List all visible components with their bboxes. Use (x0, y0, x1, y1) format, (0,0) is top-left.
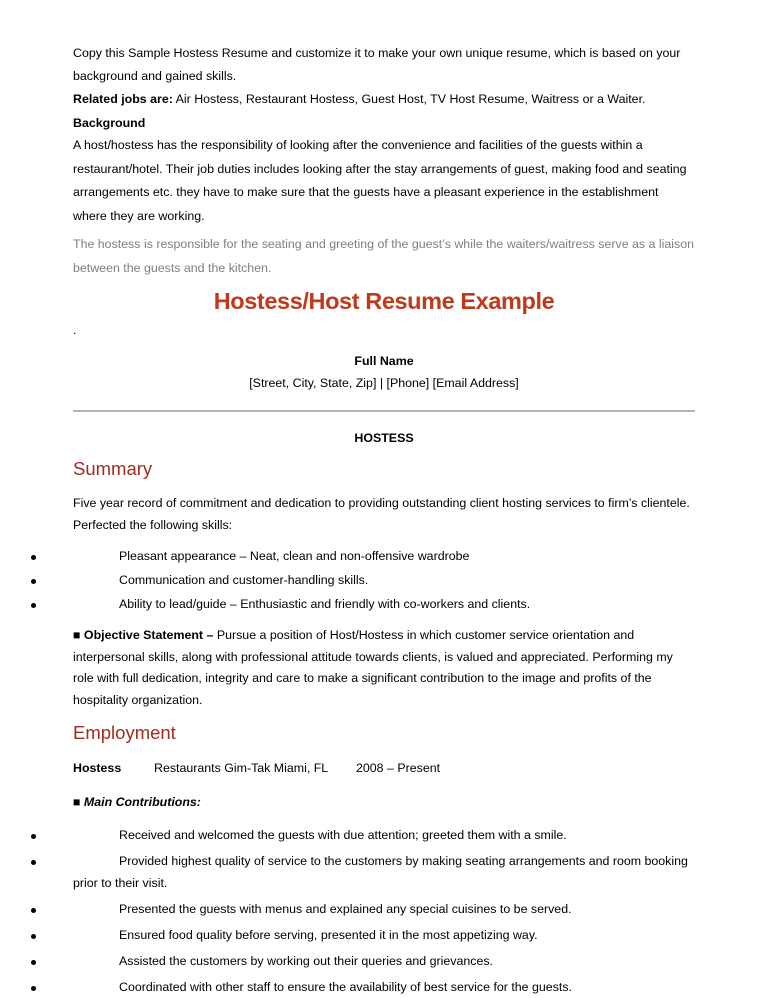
list-item (73, 593, 695, 615)
list-item (73, 850, 695, 894)
list-item (73, 950, 695, 972)
bullet-icon (31, 834, 36, 839)
objective-label: ■ Objective Statement – (73, 628, 214, 642)
contribution-text: Received and welcomed the guests with due attention; greeted them with a smile. (119, 828, 567, 842)
related-jobs-label: Related jobs are: (73, 92, 173, 106)
bullet-icon (31, 960, 36, 965)
contribution-text: Presented the guests with menus and explained any special cuisines to be served. (119, 902, 572, 916)
background-note: The hostess is responsible for the seating and greeting of the guest’s while the waiters/waitress serve as a liaison between the guests and the kitchen. (73, 237, 695, 275)
bullet-icon (31, 579, 36, 584)
background-heading: Background (73, 116, 146, 130)
horizontal-rule (73, 410, 695, 412)
bullet-icon (31, 603, 36, 608)
contribution-text: Coordinated with other staff to ensure the availability of best service for the guests. (119, 980, 572, 994)
contribution-text: Ensured food quality before serving, presented it in the most appetizing way. (119, 928, 538, 942)
contribution-text: Provided highest quality of service to the customers by making seating arrangements and room booking prior to their visit. (73, 854, 688, 890)
job-dates: 2008 – Present (356, 761, 441, 775)
list-item (73, 924, 695, 946)
summary-text: Five year record of commitment and dedication to providing outstanding client hosting services to firm’s clientele. Perfected the following skills: (73, 496, 690, 532)
list-item (73, 824, 695, 846)
bullet-icon (31, 555, 36, 560)
job-heading: HOSTESS (354, 431, 414, 445)
skills-list (73, 545, 695, 615)
bullet-icon (31, 934, 36, 939)
employment-entry (73, 757, 695, 779)
bullet-icon (31, 860, 36, 865)
resume-page (73, 42, 695, 998)
list-item (73, 976, 695, 998)
contact-address: [Street, City, State, Zip] | [Phone] [Email Address] (249, 376, 519, 390)
full-name: Full Name (354, 354, 414, 368)
skill-text: Ability to lead/guide – Enthusiastic and friendly with co-workers and clients. (119, 597, 531, 611)
page-title: Hostess/Host Resume Example (213, 288, 555, 314)
skill-text: Pleasant appearance – Neat, clean and non-offensive wardrobe (119, 549, 470, 563)
bullet-icon (31, 908, 36, 913)
objective-text: Pursue a position of Host/Hostess in which customer service orientation and interpersonal skills, along with professional attitude towards clients, is valued and appreciated. Performing my role with full dedication, integrity and care to make a significant contribution to the image and profits of the hospitality organization. (73, 628, 673, 707)
contributions-label: ■ Main Contributions: (73, 795, 201, 809)
list-item (73, 898, 695, 920)
list-item (73, 545, 695, 567)
employment-heading: Employment (73, 722, 176, 743)
background-text: A host/hostess has the responsibility of looking after the convenience and facilities of the guests within a restaurant/hotel. Their job duties includes looking after the stay arrangements of guest, making food and seating arrangements etc. they have to make sure that the guests have a pleasant experience in the establishment where they are working. (73, 138, 687, 223)
contributions-list (73, 824, 695, 998)
list-item (73, 569, 695, 591)
related-jobs-text: Air Hostess, Restaurant Hostess, Guest Host, TV Host Resume, Waitress or a Waiter. (172, 92, 646, 106)
stray-dot: . (73, 323, 77, 337)
contribution-text: Assisted the customers by working out their queries and grievances. (119, 954, 493, 968)
intro-paragraph: Copy this Sample Hostess Resume and customize it to make your own unique resume, which is based on your background and gained skills. (73, 46, 681, 83)
related-jobs-line (73, 88, 695, 111)
bullet-icon (31, 986, 36, 991)
job-title: Hostess (73, 761, 122, 775)
skill-text: Communication and customer-handling skills. (119, 573, 369, 587)
summary-heading: Summary (73, 458, 153, 479)
objective-statement (73, 625, 695, 711)
job-employer: Restaurants Gim-Tak Miami, FL (154, 761, 329, 775)
